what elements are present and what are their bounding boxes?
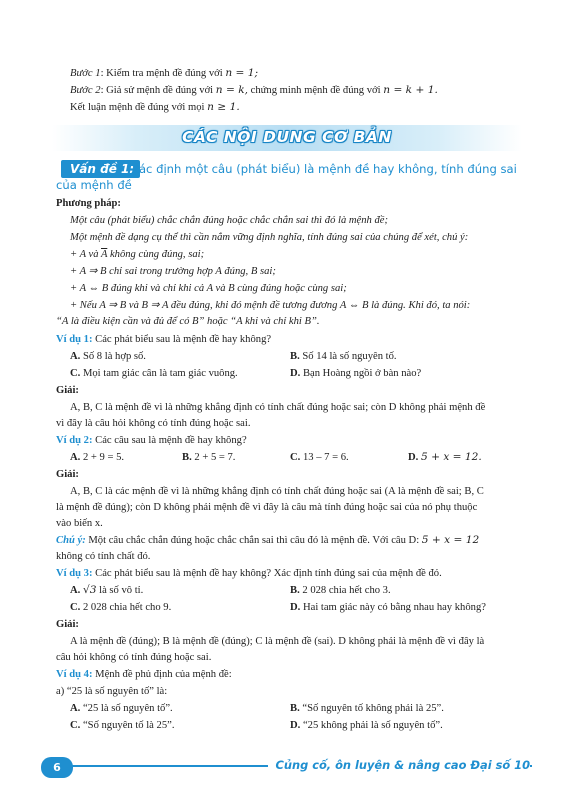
option-label: A.: [70, 703, 81, 714]
page-number: 6: [41, 757, 73, 778]
conclusion-text: Kết luận mệnh đề đúng với mọi: [70, 102, 205, 113]
method-heading: Phương pháp:: [56, 198, 121, 209]
ex1-label: Ví dụ 1:: [56, 334, 93, 345]
ex3-option-d: [290, 601, 486, 614]
ex3-solution-line1: A là mệnh đề (đúng); B là mệnh đề (đúng); C là mệnh đề (sai). D không phải là mệnh đề vì đây là: [70, 636, 485, 647]
method-line1: Một câu (phát biểu) chắc chắn đúng hoặc chắc chắn sai thì đó là mệnh đề;: [70, 215, 389, 226]
ex3-question: Các phát biểu sau là mệnh đề hay không? Xác định tính đúng sai của mệnh đề đó.: [95, 568, 442, 579]
option-label: A.: [70, 351, 81, 362]
ex1-solution-line1: A, B, C là mệnh đề vì là những khẳng định có tính chất đúng hoặc sai; còn D không phải mệnh đề: [70, 402, 486, 413]
option-text: 2 028 chia hết cho 3.: [302, 585, 391, 596]
step1-line: [70, 67, 258, 80]
method-line3: [70, 248, 204, 261]
step2-label: Bước 2: [70, 85, 101, 96]
step1-math: n = 1;: [225, 67, 259, 79]
method-line3-a: + A và: [70, 249, 99, 260]
option-label: B.: [182, 452, 192, 463]
ex2-solution-line3: vào biến x.: [56, 518, 103, 529]
option-label: C.: [70, 368, 81, 379]
option-label: C.: [70, 602, 81, 613]
option-text: Số 8 là hợp số.: [82, 351, 146, 362]
ex2-question: Các câu sau là mệnh đề hay không?: [95, 435, 247, 446]
footer-book-title: Củng cố, ôn luyện & nâng cao Đại số 10: [268, 758, 530, 772]
method-line7: “A là điều kiện cần và đủ để có B” hoặc “A khi và chỉ khi B”.: [56, 316, 320, 327]
ex3-question-line: [56, 567, 442, 580]
ex3-label: Ví dụ 3:: [56, 568, 93, 579]
ex3-solution-line2: câu hỏi không có tính đúng hoặc sai.: [56, 652, 212, 663]
issue-title-line1: Xác định một câu (phát biểu) là mệnh đề hay không, tính đúng sai: [131, 162, 517, 176]
ex4-part-a: a) “25 là số nguyên tố” là:: [56, 686, 168, 697]
option-label: C.: [70, 720, 81, 731]
ex4-option-c: [70, 719, 174, 732]
ex2-solution-label: Giải:: [56, 469, 79, 480]
issue-title-line2: của mệnh đề: [56, 178, 132, 192]
ex3-option-b: [290, 584, 391, 597]
option-label: D.: [290, 720, 301, 731]
option-text: “Số nguyên tố không phải là 25”.: [302, 703, 444, 714]
ex1-option-b: [290, 350, 397, 363]
method-line6: + Nếu A ⇒ B và B ⇒ A đều đúng, khi đó mệnh đề tương đương A ⇔ B là đúng. Khi đó, ta nói:: [70, 300, 471, 311]
ex4-option-d: [290, 719, 443, 732]
issue-tag: Vấn đề 1:: [61, 160, 140, 178]
ex4-question: Mệnh đề phủ định của mệnh đề:: [95, 669, 232, 680]
method-line3-bar: $\overline{A}$: [101, 249, 108, 260]
option-text: 2 + 5 = 7.: [194, 452, 236, 463]
note-line1: [56, 534, 479, 547]
ex1-solution-line2: vì đây là câu hỏi không có tính đúng hoặc sai.: [56, 418, 251, 429]
note-math: 5 + x = 12: [421, 534, 480, 546]
option-text: 5 + x = 12.: [420, 451, 482, 463]
ex1-question: Các phát biểu sau là mệnh đề hay không?: [95, 334, 272, 345]
note-text1: Một câu chắc chắn đúng hoặc chắc chắn sai thì câu đó là mệnh đề. Với câu D:: [88, 535, 420, 546]
option-text: “25 là số nguyên tố”.: [82, 703, 173, 714]
ex1-solution-label: Giải:: [56, 385, 79, 396]
option-label: B.: [290, 703, 300, 714]
section-banner: [52, 125, 522, 151]
ex2-option-b: [182, 451, 235, 464]
ex3-option-c: [70, 601, 171, 614]
option-label: A.: [70, 452, 81, 463]
sqrt-math: √3: [82, 584, 97, 596]
option-text: Mọi tam giác cân là tam giác vuông.: [82, 368, 238, 379]
step2-line: [70, 84, 438, 97]
step2-text: : Giả sử mệnh đề đúng với: [100, 85, 214, 96]
option-label: D.: [408, 452, 419, 463]
step1-text: : Kiểm tra mệnh đề đúng với: [100, 68, 223, 79]
ex3-solution-label: Giải:: [56, 619, 79, 630]
method-line3-b: không cùng đúng, sai;: [109, 249, 205, 260]
conclusion-math: n ≥ 1.: [207, 101, 240, 113]
note-line2: không có tính chất đó.: [56, 551, 151, 562]
step1-label: Bước 1: [70, 68, 101, 79]
option-label: B.: [290, 585, 300, 596]
ex4-option-b: [290, 702, 444, 715]
ex2-solution-line1: A, B, C là các mệnh đề vì là những khẳng định có tính chất đúng hoặc sai (A là mệnh đề sai; B, C: [70, 486, 484, 497]
option-label: D.: [290, 602, 301, 613]
ex2-label: Ví dụ 2:: [56, 435, 93, 446]
ex2-question-line: [56, 434, 247, 447]
option-label: A.: [70, 585, 81, 596]
step2-math2: n = k + 1.: [383, 84, 438, 96]
ex1-question-line: [56, 333, 271, 346]
option-text: “Số nguyên tố là 25”.: [82, 720, 175, 731]
section-title: CÁC NỘI DUNG CƠ BẢN: [182, 128, 392, 146]
note-label: Chú ý:: [56, 535, 86, 546]
option-label: B.: [290, 351, 300, 362]
ex2-option-a: [70, 451, 124, 464]
conclusion-line: [70, 101, 240, 114]
option-text: 2 028 chia hết cho 9.: [82, 602, 172, 613]
ex4-option-a: [70, 702, 173, 715]
ex4-label: Ví dụ 4:: [56, 669, 93, 680]
option-label: D.: [290, 368, 301, 379]
option-text: Hai tam giác này có bằng nhau hay không?: [302, 602, 486, 613]
ex1-option-d: [290, 367, 421, 380]
method-line5: + A ⇔ B đúng khi và chỉ khi cả A và B cùng đúng hoặc cùng sai;: [70, 283, 347, 294]
step2-text2: chứng minh mệnh đề đúng với: [250, 85, 381, 96]
ex1-option-a: [70, 350, 146, 363]
ex2-option-d: [408, 451, 482, 464]
ex2-solution-line2: là mệnh đề đúng); còn D không phải mệnh đề vì đây là câu mà tính đúng hoặc sai của nó phụ thuộc: [56, 502, 478, 513]
option-text: Bạn Hoàng ngồi ở bàn nào?: [302, 368, 422, 379]
option-text: 13 – 7 = 6.: [302, 452, 349, 463]
option-text: là số vô tỉ.: [99, 585, 144, 596]
option-label: C.: [290, 452, 301, 463]
option-text: Số 14 là số nguyên tố.: [302, 351, 397, 362]
ex1-option-c: [70, 367, 238, 380]
method-line2: Một mệnh đề dạng cụ thể thì cần nắm vững định nghĩa, tính đúng sai của chúng để xét, chú ý:: [70, 232, 469, 243]
ex4-question-line: [56, 668, 232, 681]
option-text: 2 + 9 = 5.: [82, 452, 125, 463]
method-line4: + A ⇒ B chỉ sai trong trường hợp A đúng, B sai;: [70, 266, 276, 277]
option-text: “25 không phải là số nguyên tố”.: [302, 720, 443, 731]
ex2-option-c: [290, 451, 349, 464]
step2-math1: n = k,: [215, 84, 249, 96]
ex3-option-a: [70, 584, 143, 597]
